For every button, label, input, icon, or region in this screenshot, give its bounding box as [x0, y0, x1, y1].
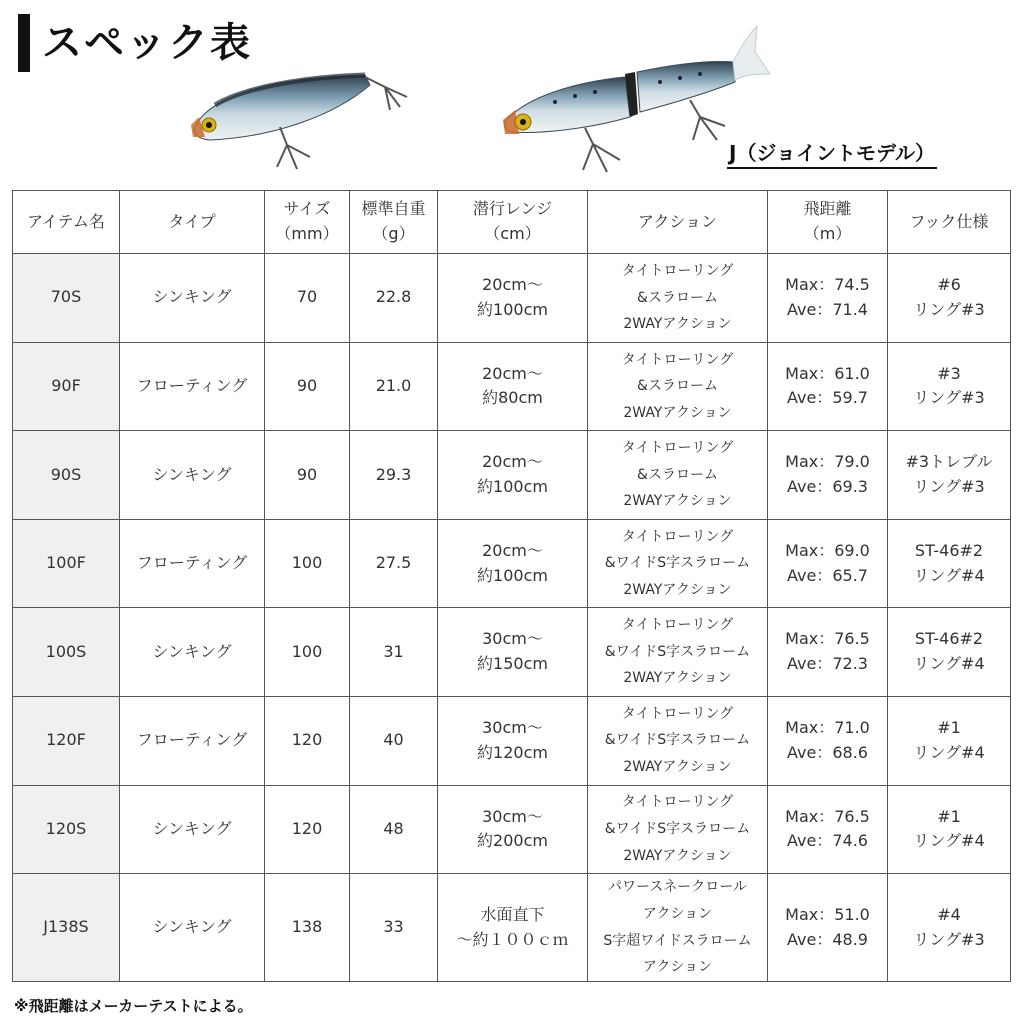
cell-hook: [888, 431, 1011, 520]
cell-action: [588, 608, 768, 697]
cell-action-line: タイトローリング: [621, 528, 734, 545]
cell-hook-line: #1: [937, 717, 961, 737]
cell-action-line: &スラローム: [637, 378, 718, 395]
cell-range: [438, 254, 588, 343]
table-row: [13, 342, 1011, 431]
cell-size: 70: [265, 254, 350, 343]
cell-type: フローティング: [120, 519, 265, 608]
cell-action: [588, 342, 768, 431]
cell-action-line: &スラローム: [637, 466, 718, 483]
cell-range-line: 約100cm: [477, 565, 548, 585]
cell-distance: [768, 874, 888, 982]
cell-action-line: タイトローリング: [621, 440, 734, 457]
cell-action-line: 2WAYアクション: [623, 493, 732, 510]
cell-weight: 40: [350, 696, 438, 785]
cell-distance-line: Max：71.0: [785, 717, 870, 737]
cell-hook-line: リング#3: [913, 476, 985, 496]
cell-type: シンキング: [120, 874, 265, 982]
cell-action-line: タイトローリング: [621, 705, 734, 722]
cell-range: [438, 342, 588, 431]
title-accent-bar: [18, 14, 30, 72]
spec-table: [12, 190, 1011, 982]
footnote: ※飛距離はメーカーテストによる。: [14, 997, 253, 1015]
cell-distance-line: Ave：69.3: [787, 476, 868, 496]
cell-distance: [768, 696, 888, 785]
header-hook-text: フック仕様: [909, 211, 989, 231]
cell-action-line: パワースネークロール: [607, 879, 748, 896]
header-row: [13, 191, 1011, 254]
cell-hook-line: #3: [937, 363, 961, 383]
cell-weight: 48: [350, 785, 438, 874]
cell-range-line: 約100cm: [477, 476, 548, 496]
cell-distance-line: Ave：71.4: [787, 299, 868, 319]
cell-hook: [888, 874, 1011, 982]
cell-size: 100: [265, 608, 350, 697]
cell-action-line: アクション: [642, 906, 713, 923]
header-range-text: 潜行レンジ: [472, 199, 553, 219]
cell-action: [588, 254, 768, 343]
header-size-text: サイズ: [283, 199, 331, 219]
cell-distance: [768, 519, 888, 608]
cell-action-line: 2WAYアクション: [623, 404, 732, 421]
cell-distance-line: Ave：68.6: [787, 742, 868, 762]
cell-distance-line: Max：51.0: [785, 904, 870, 924]
cell-distance-line: Ave：72.3: [787, 654, 868, 674]
cell-hook: [888, 785, 1011, 874]
cell-item-name: 120F: [13, 696, 120, 785]
cell-hook-line: リング#3: [913, 929, 985, 949]
cell-hook: [888, 608, 1011, 697]
cell-weight: 22.8: [350, 254, 438, 343]
table-row: [13, 254, 1011, 343]
header-distance-text: 飛距離: [803, 199, 852, 219]
header-action: [588, 191, 768, 254]
cell-action-line: &ワイドS字スラローム: [604, 732, 751, 749]
cell-hook: [888, 254, 1011, 343]
header-item-name-text: アイテム名: [27, 211, 105, 231]
cell-action-line: 2WAYアクション: [623, 759, 732, 776]
lure-image-standard: [185, 65, 430, 175]
header-distance-text: （m）: [803, 224, 852, 243]
cell-range-line: 約200cm: [477, 831, 548, 851]
cell-item-name: 100S: [13, 608, 120, 697]
cell-size: 100: [265, 519, 350, 608]
cell-range-line: 水面直下: [480, 904, 545, 924]
cell-distance: [768, 254, 888, 343]
cell-distance-line: Max：69.0: [785, 540, 870, 560]
cell-weight: 31: [350, 608, 438, 697]
cell-type: シンキング: [120, 254, 265, 343]
cell-action-line: &スラローム: [637, 289, 718, 306]
table-row: [13, 431, 1011, 520]
cell-size: 120: [265, 785, 350, 874]
cell-distance-line: Ave：65.7: [787, 565, 868, 585]
cell-distance: [768, 785, 888, 874]
cell-action-line: S字超ワイドスラローム: [603, 932, 752, 949]
cell-distance: [768, 431, 888, 520]
cell-size: 138: [265, 874, 350, 982]
cell-distance-line: Max：61.0: [785, 363, 870, 383]
cell-hook: [888, 342, 1011, 431]
cell-action-line: タイトローリング: [621, 262, 734, 279]
spec-table-body: [13, 254, 1011, 982]
cell-range-line: 約120cm: [477, 742, 548, 762]
header-type-text: タイプ: [168, 211, 216, 231]
cell-range: [438, 785, 588, 874]
cell-action-line: タイトローリング: [621, 617, 734, 634]
cell-hook-line: #1: [937, 806, 961, 826]
cell-hook-line: ST-46#2: [914, 540, 984, 560]
cell-action-line: 2WAYアクション: [623, 581, 732, 598]
cell-weight: 33: [350, 874, 438, 982]
cell-weight: 29.3: [350, 431, 438, 520]
cell-range-line: 20cm～: [482, 363, 543, 383]
cell-hook-line: #6: [937, 275, 961, 294]
cell-action-line: &ワイドS字スラローム: [604, 643, 751, 660]
cell-item-name: 70S: [13, 254, 120, 343]
header-action-text: アクション: [637, 211, 718, 231]
table-row: [13, 696, 1011, 785]
cell-hook-line: リング#4: [913, 565, 985, 585]
cell-type: シンキング: [120, 785, 265, 874]
cell-hook: [888, 519, 1011, 608]
cell-hook-line: リング#4: [913, 742, 985, 762]
cell-size: 90: [265, 342, 350, 431]
header-weight: [350, 191, 438, 254]
cell-type: フローティング: [120, 342, 265, 431]
table-row: [13, 519, 1011, 608]
cell-distance-line: Max：74.5: [785, 275, 870, 294]
cell-hook-line: #3トレブル: [905, 452, 993, 472]
cell-hook-line: リング#4: [913, 831, 985, 851]
cell-range-line: 30cm～: [482, 629, 543, 649]
cell-action: [588, 519, 768, 608]
cell-item-name: 100F: [13, 519, 120, 608]
cell-action-line: &ワイドS字スラローム: [604, 821, 751, 838]
cell-action: [588, 785, 768, 874]
cell-item-name: 90F: [13, 342, 120, 431]
cell-action-line: 2WAYアクション: [623, 847, 732, 864]
cell-hook-line: リング#4: [913, 654, 985, 674]
cell-distance-line: Ave：48.9: [787, 929, 868, 949]
cell-range-line: 30cm～: [482, 806, 543, 826]
spec-table-header: [13, 191, 1011, 254]
cell-distance-line: Max：76.5: [785, 806, 870, 826]
table-row: [13, 608, 1011, 697]
cell-action-line: タイトローリング: [621, 794, 734, 811]
cell-action: [588, 696, 768, 785]
cell-range-line: 約80cm: [482, 388, 543, 408]
cell-distance: [768, 608, 888, 697]
cell-range: [438, 874, 588, 982]
cell-range-line: 20cm～: [482, 452, 543, 472]
cell-range: [438, 696, 588, 785]
cell-type: シンキング: [120, 431, 265, 520]
cell-action-line: &ワイドS字スラローム: [604, 555, 751, 572]
cell-distance-line: Ave：74.6: [787, 831, 868, 851]
header-weight-text: 標準自重: [361, 199, 426, 219]
cell-range: [438, 608, 588, 697]
cell-action: [588, 431, 768, 520]
cell-hook-line: リング#3: [913, 388, 985, 408]
header-range-text: （cm）: [484, 224, 541, 243]
cell-distance: [768, 342, 888, 431]
page-title: スペック表: [42, 20, 252, 66]
header-distance: [768, 191, 888, 254]
cell-hook-line: リング#3: [913, 299, 985, 319]
header-size-text: （mm）: [275, 224, 339, 243]
table-row: [13, 874, 1011, 982]
joint-model-label: J（ジョイントモデル）: [727, 140, 937, 169]
header-type: [120, 191, 265, 254]
cell-range-line: ～約１００ｃｍ: [456, 929, 569, 949]
cell-action-line: タイトローリング: [621, 351, 734, 368]
cell-size: 90: [265, 431, 350, 520]
cell-distance-line: Ave：59.7: [787, 388, 868, 408]
cell-hook: [888, 696, 1011, 785]
cell-action-line: アクション: [642, 959, 713, 976]
cell-action-line: 2WAYアクション: [623, 670, 732, 687]
cell-type: シンキング: [120, 608, 265, 697]
cell-size: 120: [265, 696, 350, 785]
cell-distance-line: Max：76.5: [785, 629, 870, 649]
cell-item-name: 90S: [13, 431, 120, 520]
cell-hook-line: #4: [937, 904, 961, 924]
cell-type: フローティング: [120, 696, 265, 785]
cell-weight: 21.0: [350, 342, 438, 431]
header-item-name: [13, 191, 120, 254]
cell-range-line: 20cm～: [482, 540, 543, 560]
cell-range-line: 20cm～: [482, 275, 543, 294]
header-range: [438, 191, 588, 254]
cell-distance-line: Max：79.0: [785, 452, 870, 472]
cell-range-line: 約100cm: [477, 299, 548, 319]
cell-range: [438, 519, 588, 608]
cell-action: [588, 874, 768, 982]
cell-weight: 27.5: [350, 519, 438, 608]
cell-action-line: 2WAYアクション: [623, 316, 732, 333]
cell-range-line: 30cm～: [482, 717, 543, 737]
cell-hook-line: ST-46#2: [914, 629, 984, 649]
header-size: [265, 191, 350, 254]
cell-item-name: 120S: [13, 785, 120, 874]
table-row: [13, 785, 1011, 874]
cell-item-name: J138S: [13, 874, 120, 982]
header-weight-text: （g）: [372, 224, 415, 243]
cell-range-line: 約150cm: [477, 654, 548, 674]
header-hook: [888, 191, 1011, 254]
cell-range: [438, 431, 588, 520]
